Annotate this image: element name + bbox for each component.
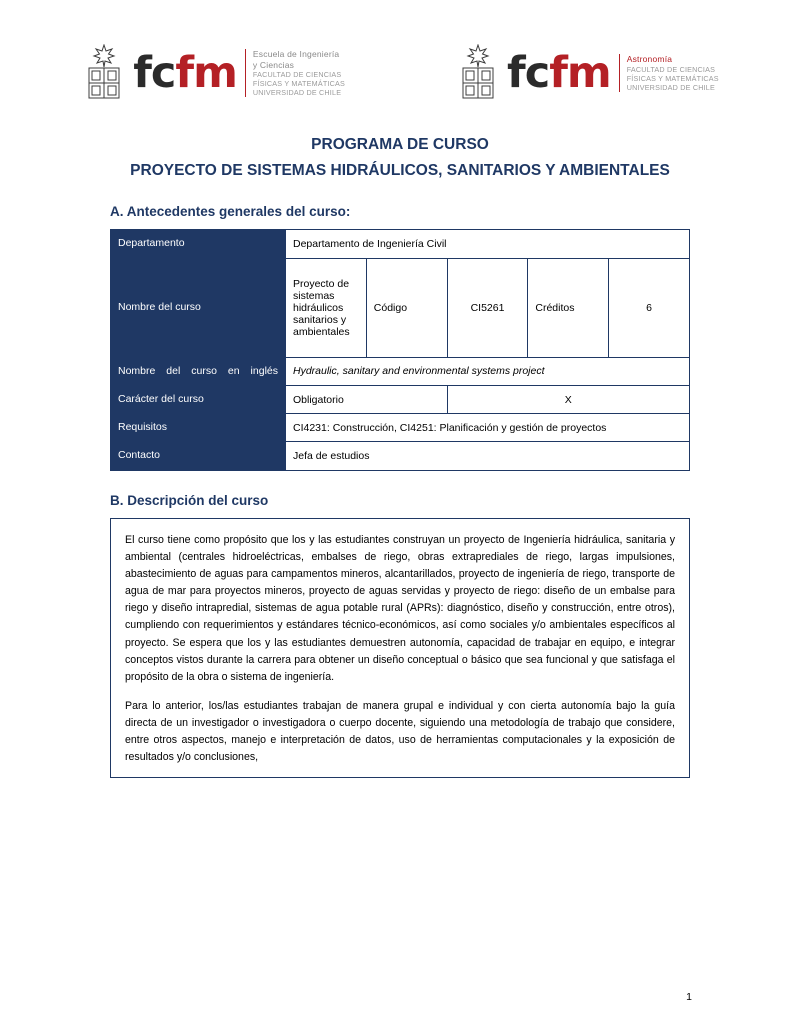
fcfm-wordmark [133, 47, 237, 98]
description-paragraph-2: Para lo anterior, los/las estudiantes trabajan de manera grupal e individual y con cierta autonomía bajo la guía directa de un investigador o investigadora o cuerpo docente, siguiendo una metodología de trabajo que considere, entre otros aspectos, manejo e interpretación de datos, uso de herramientas computacionales y la exposición de resultados y/o conclusiones, [125, 699, 675, 764]
logo-line-5: UNIVERSIDAD DE CHILE [252, 88, 342, 98]
section-a-heading: A. Antecedentes generales del curso: [110, 204, 351, 220]
fcfm-wordmark-red: fm [175, 47, 237, 98]
fcfm-wordmark-dark: fc [133, 47, 176, 98]
nombre-ingles-label: Nombre del curso en inglés [111, 357, 286, 385]
fcfm-astronomia-logo-text [619, 54, 719, 92]
nombre-curso-label: Nombre del curso [111, 258, 286, 357]
caracter-mark: X [447, 385, 689, 413]
logo-line-1: Escuela de Ingeniería [252, 48, 340, 59]
fcfm-wordmark-dark: fc [507, 47, 550, 98]
caracter-value: Obligatorio [286, 385, 448, 413]
logo-line-3: FACULTAD DE CIENCIAS [626, 64, 716, 74]
table-row [111, 230, 690, 258]
requisitos-label: Requisitos [111, 414, 286, 442]
departamento-value: Departamento de Ingeniería Civil [286, 230, 690, 258]
logo-line-4: FÍSICAS Y MATEMÁTICAS [626, 73, 719, 83]
logo-line-4: FÍSICAS Y MATEMÁTICAS [252, 79, 345, 89]
table-row [111, 385, 690, 413]
table-row [111, 357, 690, 385]
logo-line-5: UNIVERSIDAD DE CHILE [626, 82, 715, 92]
logo-line-3: FACULTAD DE CIENCIAS [252, 70, 342, 80]
page-title: PROGRAMA DE CURSO [311, 136, 489, 153]
creditos-value: 6 [609, 258, 690, 357]
header-logos [0, 0, 800, 102]
codigo-label: Código [366, 258, 447, 357]
fcfm-astronomia-logo [455, 44, 719, 102]
table-row [111, 258, 690, 357]
caracter-label: Carácter del curso [111, 385, 286, 413]
nombre-curso-value: Proyecto de sistemas hidráulicos sanitarios y ambientales [286, 258, 367, 357]
description-paragraph-1: El curso tiene como propósito que los y las estudiantes construyan un proyecto de Ingeniería hidráulica, sanitaria y ambiental (centrales hidroeléctricas, embalses de riego, obras extraprediales de riego, largas impulsiones, abastecimiento de aguas para campamentos mineros, alcantarillados, proyecto de ingeniería de riego, transporte de agua de mar para proyectos mineros, proyecto de aguas servidas y proyecto de riego: diseño de un embalse para riego y diseño intrapredial, sistemas de agua potable rural (APRs): diagnóstico, diseño y construcción, entre otros), cumpliendo con requerimientos y estándares técnico-económicos, así como sociales y/o ambientales específicos al proyecto. Se espera que los y las estudiantes demuestren autonomía, capacidad de trabajar en equipo, e integrar conceptos vistos durante la carrera para obtener un diseño conceptual o básico que sea funcional y que satisfaga el propósito de la obra o sistema de ingeniería. [125, 533, 675, 683]
fcfm-escuela-logo-text [245, 49, 345, 97]
table-row [111, 442, 690, 470]
university-crest-icon [455, 44, 501, 102]
fcfm-wordmark [507, 47, 611, 98]
course-info-table-wrapper [110, 229, 690, 470]
university-crest-icon [81, 44, 127, 102]
requisitos-value: CI4231: Construcción, CI4251: Planificación y gestión de proyectos [286, 414, 690, 442]
table-row [111, 414, 690, 442]
course-description-box [110, 518, 690, 778]
page-number: 1 [686, 991, 692, 1003]
creditos-label: Créditos [528, 258, 609, 357]
page-subtitle: PROYECTO DE SISTEMAS HIDRÁULICOS, SANITARIOS Y AMBIENTALES [130, 162, 670, 179]
fcfm-wordmark-red: fm [549, 47, 611, 98]
section-b-heading: B. Descripción del curso [110, 492, 269, 508]
departamento-label: Departamento [111, 230, 286, 258]
course-info-table [110, 229, 690, 470]
logo-line-1: Astronomía [626, 54, 673, 65]
fcfm-escuela-logo [81, 44, 345, 102]
nombre-ingles-value: Hydraulic, sanitary and environmental systems project [286, 357, 690, 385]
codigo-value: CI5261 [447, 258, 528, 357]
contacto-label: Contacto [111, 442, 286, 470]
contacto-value: Jefa de estudios [286, 442, 690, 470]
logo-line-2: y Ciencias [252, 59, 295, 70]
